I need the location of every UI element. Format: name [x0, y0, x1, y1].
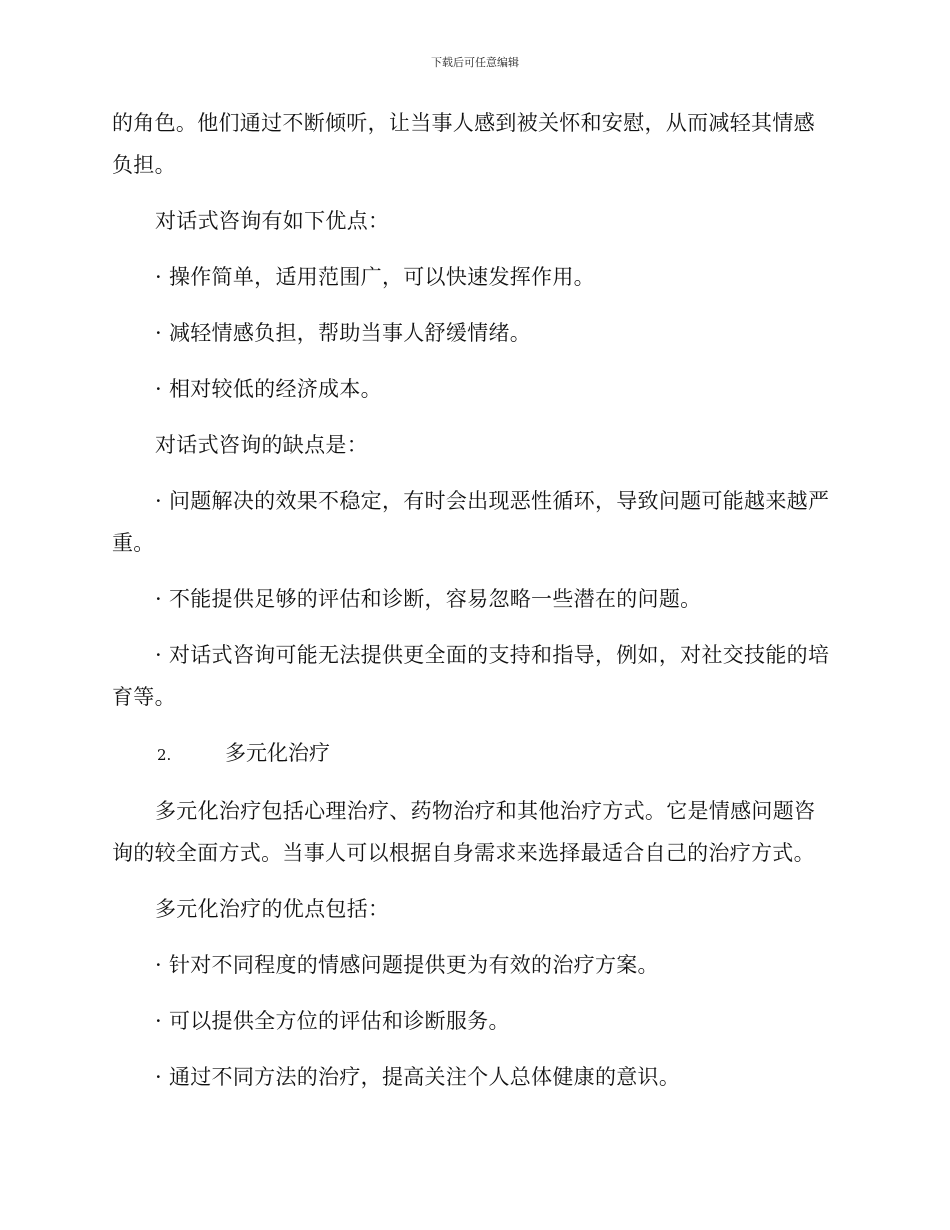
- list-item: · 不能提供足够的评估和诊断，容易忽略一些潜在的问题。: [155, 587, 702, 611]
- section-heading: [112, 732, 832, 776]
- paragraph: 多元化治疗的优点包括：: [155, 897, 390, 921]
- section-title: 多元化治疗: [225, 741, 330, 765]
- list-item: · 通过不同方法的治疗，提高关注个人总体健康的意识。: [155, 1065, 681, 1089]
- paragraph: 的角色。他们通过不断倾听，让当事人感到被关怀和安慰，从而减轻其情感负担。: [112, 111, 815, 177]
- document-body: [112, 102, 832, 1112]
- page-header: 下载后可任意编辑: [431, 56, 519, 69]
- paragraph: 对话式咨询有如下优点：: [155, 209, 390, 233]
- paragraph: 多元化治疗包括心理治疗、药物治疗和其他治疗方式。它是情感问题咨询的较全面方式。当事人可以根据自身需求来选择最适合自己的治疗方式。: [112, 799, 816, 865]
- list-item: · 对话式咨询可能无法提供更全面的支持和指导，例如，对社交技能的培育等。: [112, 643, 830, 709]
- paragraph: 对话式咨询的缺点是：: [155, 433, 368, 457]
- section-number: 2.: [157, 746, 172, 764]
- list-item: · 操作简单，适用范围广，可以快速发挥作用。: [155, 265, 595, 289]
- list-item: · 问题解决的效果不稳定，有时会出现恶性循环，导致问题可能越来越严重。: [112, 489, 830, 555]
- list-item: · 可以提供全方位的评估和诊断服务。: [155, 1009, 510, 1033]
- list-item: · 减轻情感负担，帮助当事人舒缓情绪。: [155, 321, 532, 345]
- list-item: · 针对不同程度的情感问题提供更为有效的治疗方案。: [155, 953, 659, 977]
- list-item: · 相对较低的经济成本。: [155, 377, 382, 401]
